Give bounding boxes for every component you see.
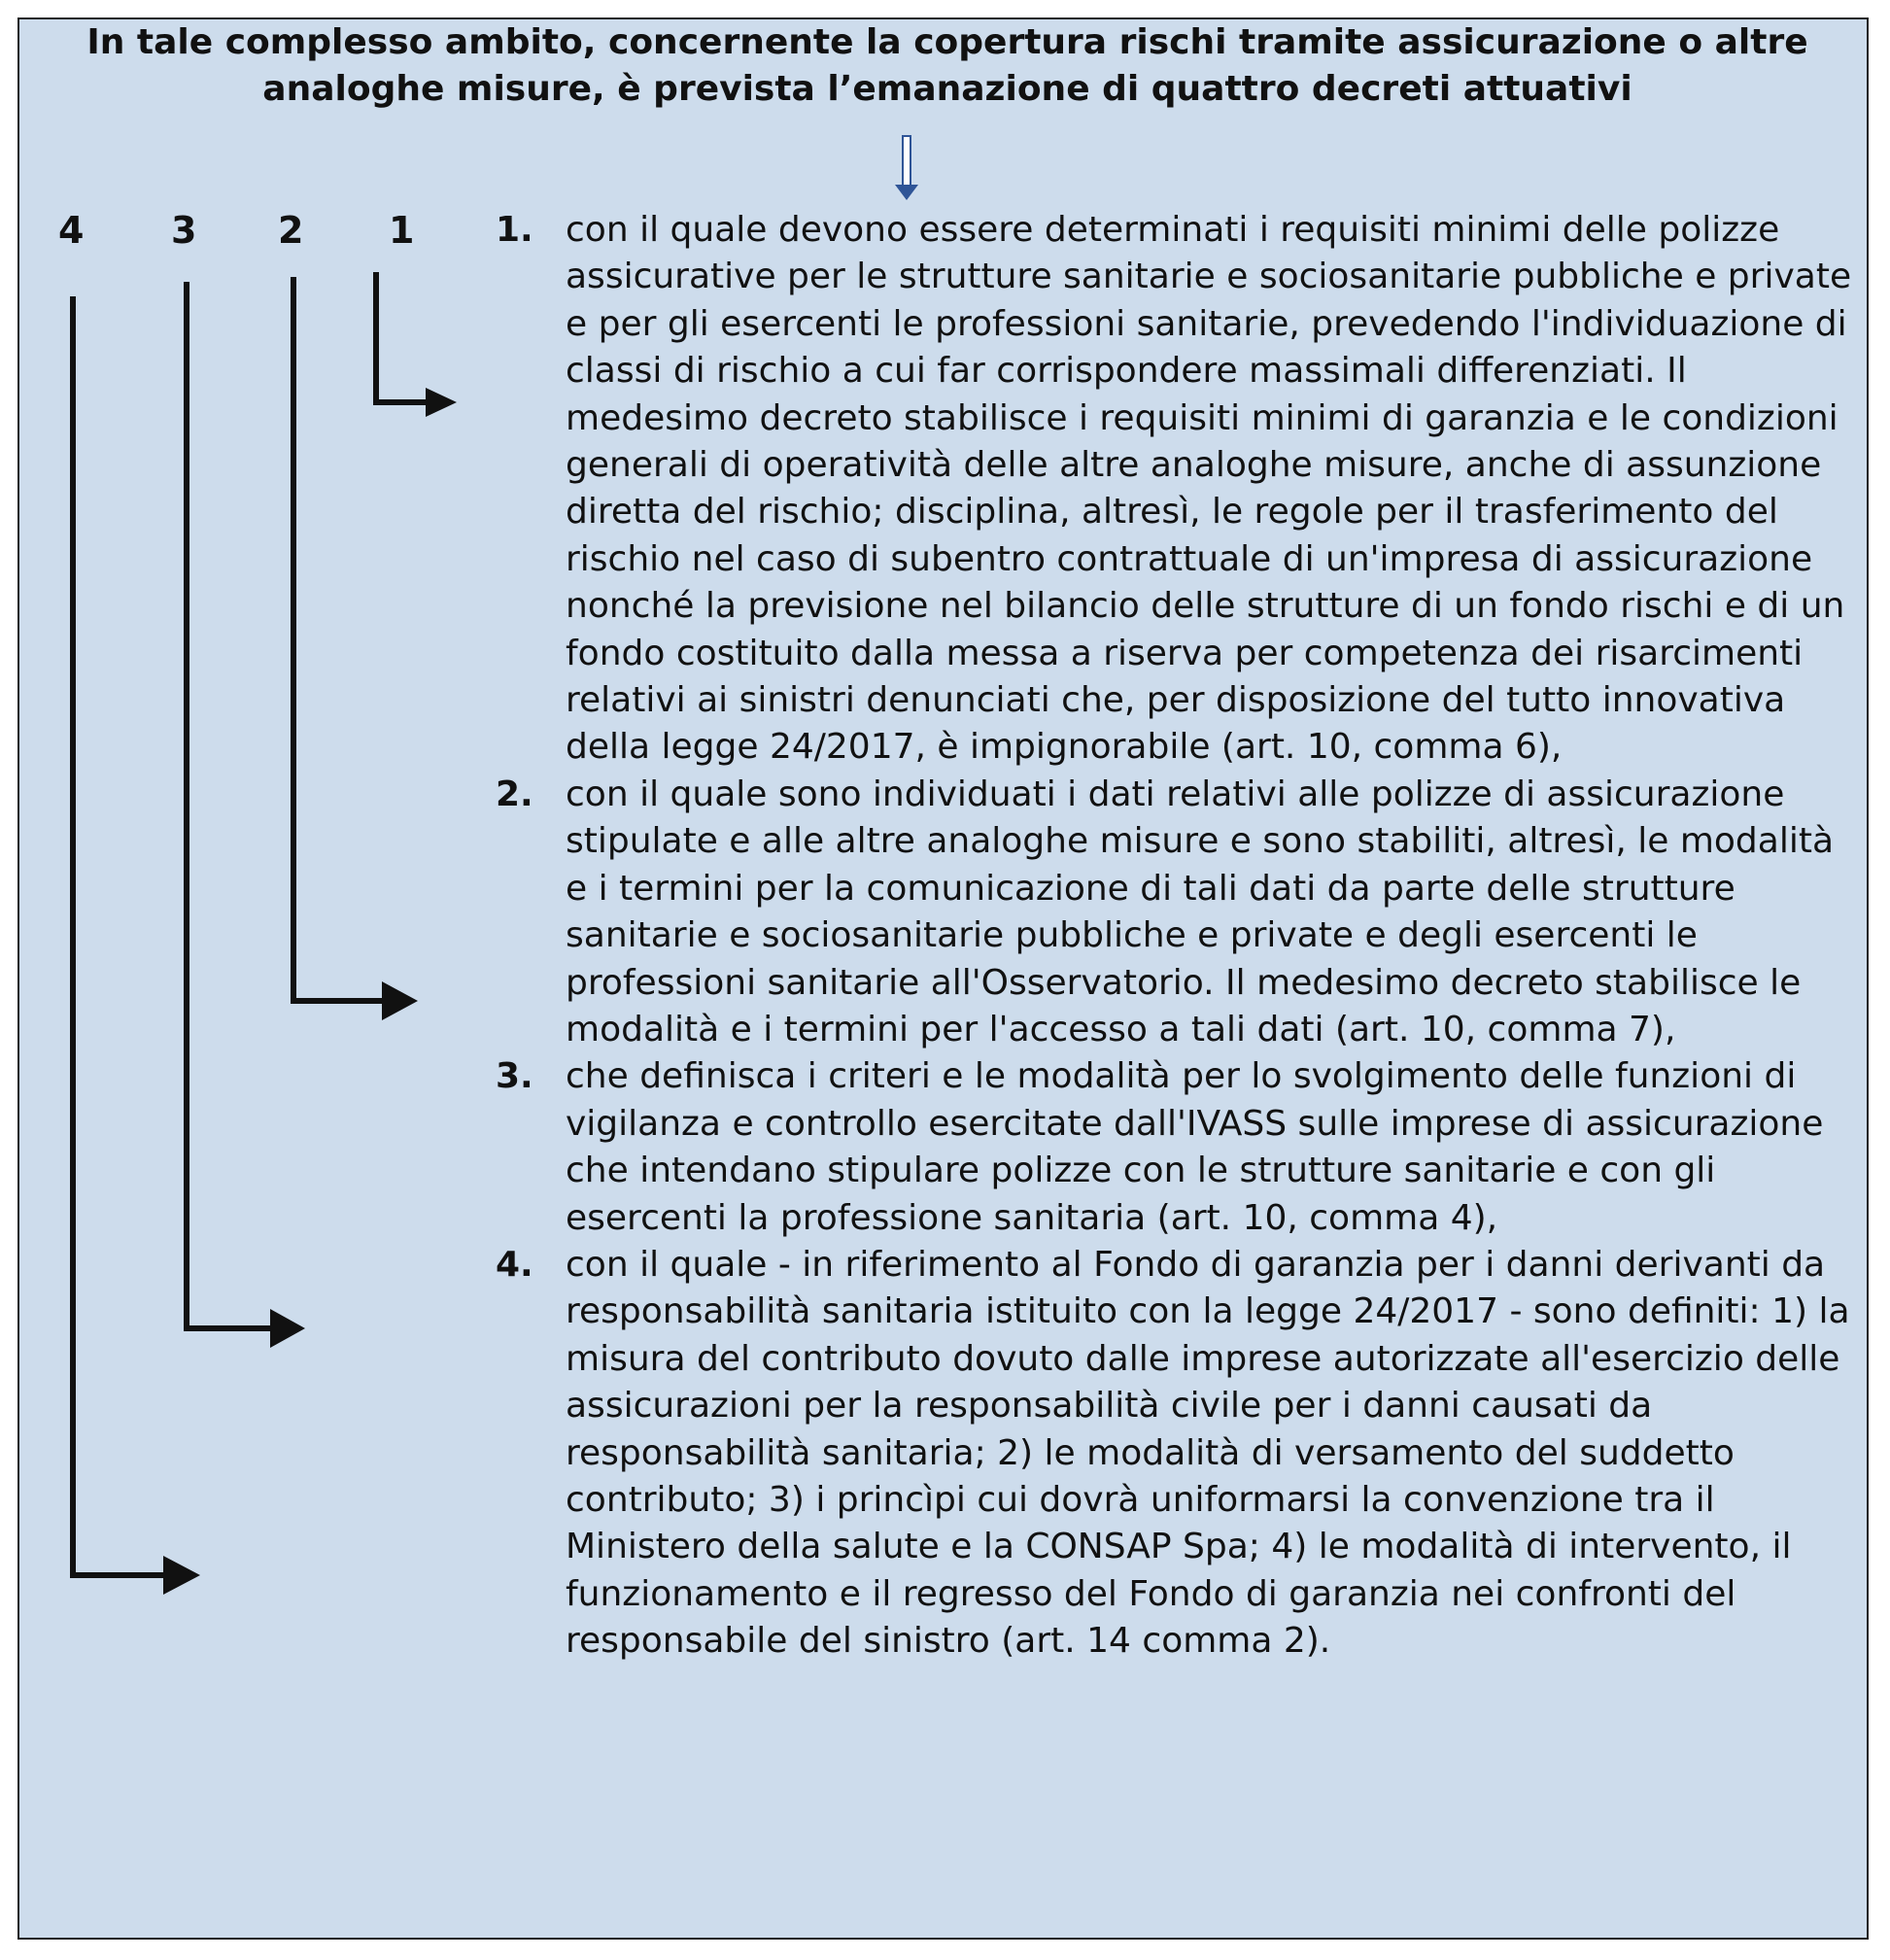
list-item — [496, 1242, 1856, 1666]
connector-arrow-1 — [376, 272, 457, 417]
list-item — [496, 207, 1856, 772]
connector-arrow-4 — [73, 296, 200, 1595]
item-number: 2. — [496, 774, 533, 814]
column-number-1: 1 — [389, 209, 415, 252]
list-item — [496, 772, 1856, 1053]
item-number: 3. — [496, 1056, 533, 1097]
column-number-2: 2 — [278, 209, 304, 252]
decree-list — [496, 207, 1856, 1666]
connector-arrow-3 — [187, 282, 305, 1348]
item-text: con il quale - in riferimento al Fondo di garanzia per i danni derivanti da responsabilità sanitaria istituito con la legge 24/2017 - sono definiti: 1) la misura del contributo dovuto dalle imprese autorizzate all'esercizio delle assicurazioni per la responsabilità civile per i danni causati da responsabilità sanitaria; 2) le modalità di versamento del suddetto contributo; 3) i princìpi cui dovrà uniformarsi la convenzione tra il Ministero della salute e la CONSAP Spa; 4) le modalità di intervento, il funzionamento e il regresso del Fondo di garanzia nei confronti del responsabile del sinistro (art. 14 comma 2). — [566, 1244, 1850, 1662]
diagram-title: In tale complesso ambito, concernente la copertura rischi tramite assicurazione o altre analoghe misure, è prevista l’emanazione di quattro decreti attuativi — [86, 22, 1808, 109]
list-item — [496, 1053, 1856, 1242]
item-text: che definisca i criteri e le modalità per lo svolgimento delle funzioni di vigilanza e controllo esercitate dall'IVASS sulle imprese di assicurazione che intendano stipulare polizze con le strutture sanitarie e con gli esercenti la professione sanitaria (art. 10, comma 4), — [566, 1056, 1824, 1238]
connector-arrow-2 — [293, 277, 418, 1020]
item-text: con il quale sono individuati i dati relativi alle polizze di assicurazione stipulate e alle altre analoghe misure e sono stabiliti, altresì, le modalità e i termini per la comunicazione di tali dati da parte delle strutture sanitarie e sociosanitarie pubbliche e private e degli esercenti le professioni sanitarie all'Osservatorio. Il medesimo decreto stabilisce le modalità e i termini per l'accesso a tali dati (art. 10, comma 7), — [566, 774, 1835, 1049]
item-number: 1. — [496, 210, 533, 250]
column-number-3: 3 — [171, 209, 197, 252]
column-number-4: 4 — [58, 209, 85, 252]
item-number: 4. — [496, 1244, 533, 1285]
item-text: con il quale devono essere determinati i requisiti minimi delle polizze assicurative per le strutture sanitarie e sociosanitarie pubbliche e private e per gli esercenti le professioni sanitarie, prevedendo l'individuazione di classi di rischio a cui far corrispondere massimali differenziati. Il medesimo decreto stabilisce i requisiti minimi di garanzia e le condizioni generali di operatività delle altre analoghe misure, anche di assunzione diretta del rischio; disciplina, altresì, le regole per il trasferimento del rischio nel caso di subentro contrattuale di un'impresa di assicurazione nonché la previsione nel bilancio delle strutture di un fondo rischi e di un fondo costituito dalla messa a riserva per competenza dei risarcimenti relativi ai sinistri denunciati che, per disposizione del tutto innovativa della legge 24/2017, è impignorabile (art. 10, comma 6), — [566, 210, 1852, 768]
